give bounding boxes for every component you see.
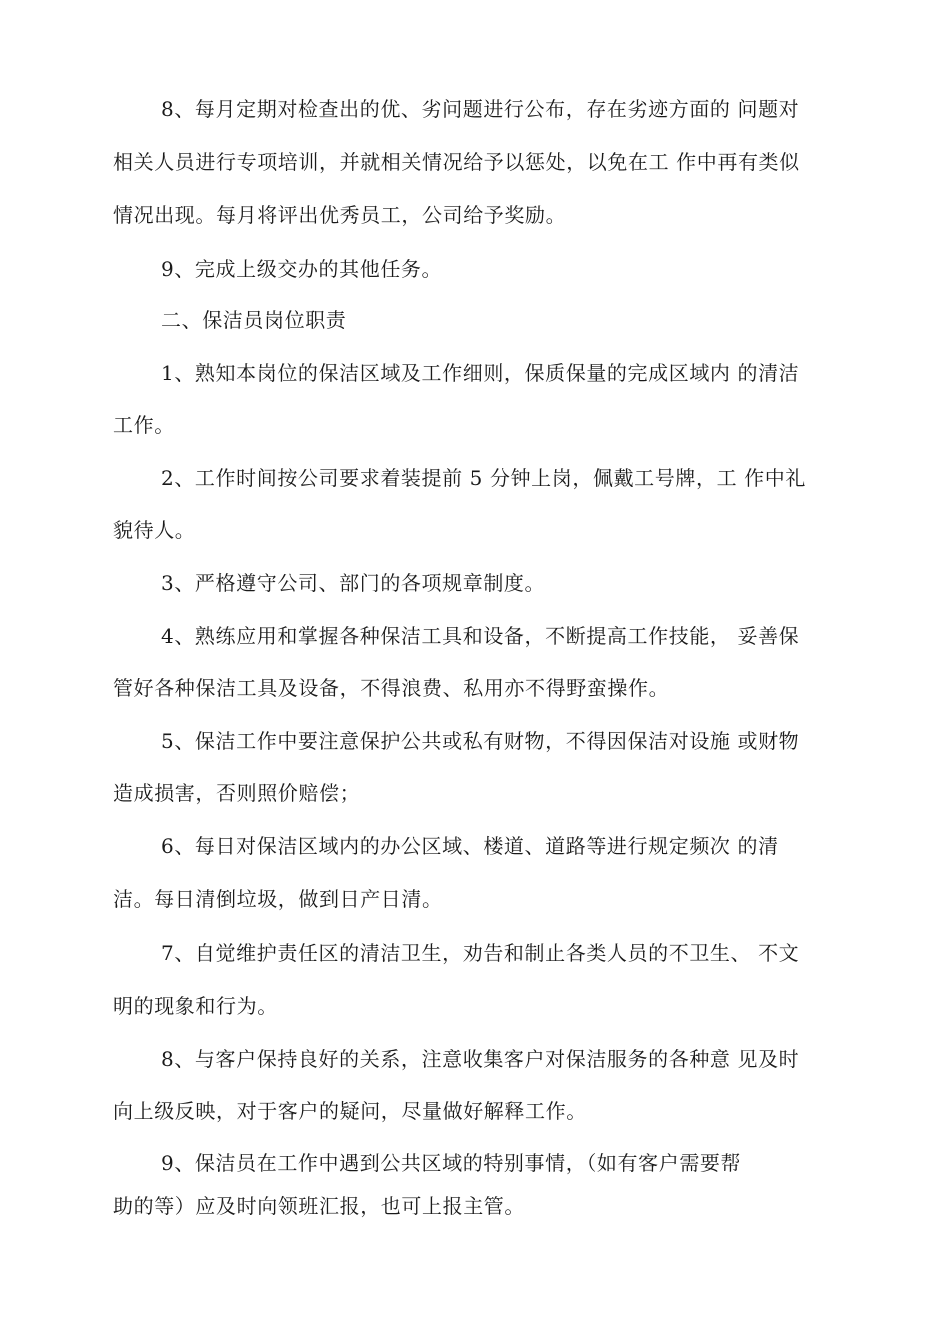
- text-line: 明的现象和行为。: [113, 994, 278, 1018]
- text-line: 9、完成上级交办的其他任务。: [161, 257, 443, 281]
- text-line: 3、严格遵守公司、部门的各项规章制度。: [161, 571, 546, 595]
- text-line: 造成损害，否则照价赔偿；: [113, 781, 361, 805]
- text-line: 6、每日对保洁区域内的办公区域、楼道、道路等进行规定频次 的清: [161, 834, 779, 858]
- text-line: 7、自觉维护责任区的清洁卫生，劝告和制止各类人员的不卫生、 不文: [161, 941, 800, 965]
- text-line: 情况出现。每月将评出优秀员工，公司给予奖励。: [113, 203, 567, 227]
- text-line: 助的等）应及时向领班汇报，也可上报主管。: [113, 1194, 525, 1218]
- text-line: 向上级反映，对于客户的疑问，尽量做好解释工作。: [113, 1099, 587, 1123]
- section-heading: 二、保洁员岗位职责: [161, 308, 347, 332]
- text-line: 5、保洁工作中要注意保护公共或私有财物，不得因保洁对设施 或财物: [161, 729, 800, 753]
- text-line: 洁。每日清倒垃圾，做到日产日清。: [113, 887, 443, 911]
- text-line: 1、熟知本岗位的保洁区域及工作细则，保质保量的完成区域内 的清洁: [161, 361, 800, 385]
- text-line: 管好各种保洁工具及设备，不得浪费、私用亦不得野蛮操作。: [113, 676, 670, 700]
- text-line: 貌待人。: [113, 518, 196, 542]
- text-line: 2、工作时间按公司要求着装提前 5 分钟上岗，佩戴工号牌，工 作中礼: [161, 466, 806, 490]
- text-line: 工作。: [113, 413, 175, 437]
- text-line: 8、与客户保持良好的关系，注意收集客户对保洁服务的各种意 见及时: [161, 1047, 800, 1071]
- text-line: 8、每月定期对检查出的优、劣问题进行公布，存在劣迹方面的 问题对: [161, 97, 800, 121]
- text-line: 9、保洁员在工作中遇到公共区域的特别事情，（如有客户需要帮: [161, 1151, 742, 1175]
- text-line: 4、熟练应用和掌握各种保洁工具和设备，不断提高工作技能， 妥善保: [161, 624, 800, 648]
- text-line: 相关人员进行专项培训，并就相关情况给予以惩处，以免在工 作中再有类似: [113, 150, 800, 174]
